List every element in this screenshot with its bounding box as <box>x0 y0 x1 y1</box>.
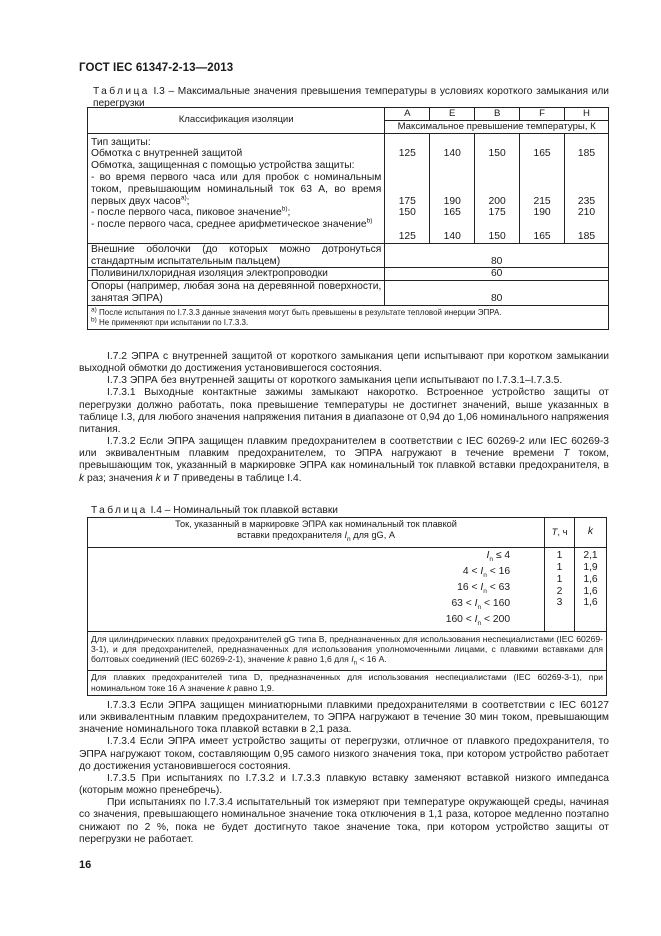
document-header: ГОСТ IEC 61347-2-13—2013 <box>79 62 234 74</box>
table-4-caption-number: I.4 <box>150 505 162 516</box>
table-4-head-time: T, ч <box>545 518 575 548</box>
paragraph-i73: I.7.3 ЭПРА без внутренней защиты от короткого замыкания цепи испытывают по I.7.3.1–I.7.3.5. <box>107 375 563 387</box>
table-4-note-2: Для плавких предохранителей типа D, предназначенных для использования неспециалистами (IEC 60269-3-1), при номинальном токе 16 А значение k равно 1,9. <box>88 671 607 696</box>
paragraph-i734: I.7.3.4 Если ЭПРА имеет устройство защиты от перегрузки, отличное от плавкого предохранителя, то ЭПРА нагружают током, составляющим 0,95 самого низкого значения тока, при котором устройство работает до достижения установившегося состояния. <box>79 736 609 772</box>
class-f-head: F <box>520 108 565 121</box>
paragraph-i732: I.7.3.2 Если ЭПРА защищен плавким предохранителем в соответствии с IEC 60269-2 или IEC 60269-3 или эквивалентным плавким предохранителем, то ЭПРА нагружают в течение времени T током, превышающим ток, указанный в маркировке ЭПРА как номинальный ток плавкой вставки предохранителя, в k раз; значения k и T приведены в таблице I.4. <box>79 436 609 484</box>
row-enclosure-value: 80 <box>385 243 609 268</box>
max-temp-rise-subhead: Максимальное превышение температуры, К <box>385 120 609 133</box>
table-4-head-k: k <box>575 518 607 548</box>
table-4-head-current: Ток, указанный в маркировке ЭПРА как номинальный ток плавкой вставки предохранителя $I_n$ для gG, А <box>88 518 545 548</box>
footnote-a: $^{а)}$ После испытания по I.7.3.3 данные значения могут быть превышены в результате тепловой инерции ЭПРА. <box>91 306 502 317</box>
row-peak-label: - после первого часа, пиковое значение$^{b)}$; <box>91 205 291 219</box>
class-b-values: 150 200 175 150 <box>475 133 520 243</box>
row-first-hour-label: - во время первого часа или для пробок с номинальным током, превышающим номинальный ток 63 А, во время первых двух часов$^{а)}$; <box>91 171 382 207</box>
table-4-caption-text: – Номинальный ток плавкой вставки <box>164 505 338 516</box>
table-4-caption <box>91 505 607 517</box>
table-3-caption-prefix: Таблица <box>93 86 150 97</box>
class-e-values: 140 190 165 140 <box>430 133 475 243</box>
table-3-footnotes <box>88 305 609 329</box>
paragraph-i72: I.7.2 ЭПРА с внутренней защитой от короткого замыкания цепи испытывают при коротком замыкании выходной обмотки до достижения установившегося состояния. <box>79 351 609 375</box>
class-a-values: 125 175 150 125 <box>385 133 430 243</box>
row-internal-label: Обмотка с внутренней защитой <box>91 148 243 160</box>
table-4-note-1: Для цилиндрических плавких предохранителей gG типа B, предназначенных для использования неспециалистами (IEC 60269-3-1), и для предохранителей, предназначенных для использования уполномоченными лицами, с плавкими вставками для болтовых соединений (IEC 60269-2-1), значение k равно 1,6 для $I_n < 16$ А. <box>88 631 607 671</box>
class-h-head: H <box>565 108 609 121</box>
table-3 <box>87 107 609 330</box>
table-3-caption-text: – Максимальные значения превышения температуры в условиях короткого замыкания или перегрузки <box>93 86 609 110</box>
table-row: $I_n \le 4$ <box>486 549 511 563</box>
paragraph-i734-test-current: При испытаниях по I.7.3.4 испытательный ток измеряют при температуре окружающей среды, начиная со значения, превышающего номинальное значение тока отключения в 1,1 раза, которое медленно поэтапно снижают по 2 %, пока не будет достигнуто такое значение тока, при котором устройство защиты от перегрузки не работает. <box>79 797 609 845</box>
class-b-head: B <box>475 108 520 121</box>
row-enclosure-label: Внешние оболочки (до которых можно дотронуться стандартным испытательным пальцем) <box>88 243 385 268</box>
protection-type-cell <box>88 133 385 243</box>
table-row: $63 < I_n < 160$ <box>451 597 511 611</box>
row-support-label: Опоры (например, любая зона на деревянной поверхности, занятая ЭПРА) <box>88 281 385 306</box>
class-a-head: A <box>385 108 430 121</box>
page-number: 16 <box>79 859 92 871</box>
row-pvc-value: 60 <box>385 268 609 281</box>
col-head-insulation-class: Классификация изоляции <box>88 108 385 134</box>
row-device-label: Обмотка, защищенная с помощью устройства защиты: <box>91 160 355 172</box>
footnote-b: $^{b)}$ Не применяют при испытании по I.7.3.3. <box>91 316 249 327</box>
body-text-block-1 <box>79 351 609 485</box>
row-support-value: 80 <box>385 281 609 306</box>
paragraph-i735: I.7.3.5 При испытаниях по I.7.3.2 и I.7.3.3 плавкую вставку заменяют вставкой низкого импеданса (которым можно пренебречь). <box>79 772 609 797</box>
table-4-k-values: 2,1 1,9 1,6 1,6 1,6 <box>575 547 607 631</box>
row-mean-label: - после первого часа, среднее арифметическое значение$^{b)}$ <box>91 217 373 231</box>
table-4-current-ranges <box>88 547 545 631</box>
body-text-block-2 <box>79 700 609 846</box>
paragraph-i731: I.7.3.1 Выходные контактные зажимы замыкают накоротко. Встроенное устройство защиты от перегрузки должно работать, пока превышение температуры не достигнет значений, выше указанных в таблице I.3, для любого значения напряжения питания в диапазоне от 0,94 до 1,06 номинального напряжения питания. <box>79 387 609 435</box>
table-4 <box>87 517 607 696</box>
table-4-time-values: 1 1 1 2 3 <box>545 547 575 631</box>
table-row: $160 < I_n < 200$ <box>445 613 511 627</box>
paragraph-i733: I.7.3.3 Если ЭПРА защищен миниатюрными плавкими предохранителями в соответствии с IEC 60127 или эквивалентным плавким предохранителем, то ЭПРА нагружают в течение 30 мин током, превышающим значение номинального тока плавкой вставки в 2,1 раза. <box>79 700 609 736</box>
class-f-values: 165 215 190 165 <box>520 133 565 243</box>
table-4-caption-prefix: Таблица <box>91 505 148 516</box>
protection-title: Тип защиты: <box>91 136 151 148</box>
table-row: $4 < I_n < 16$ <box>462 565 511 579</box>
row-pvc-label: Поливинилхлоридная изоляция электропроводки <box>88 268 385 281</box>
class-h-values: 185 235 210 185 <box>565 133 609 243</box>
table-3-caption-number: I.3 <box>153 86 165 97</box>
table-row: $16 < I_n < 63$ <box>457 581 511 595</box>
class-e-head: E <box>430 108 475 121</box>
